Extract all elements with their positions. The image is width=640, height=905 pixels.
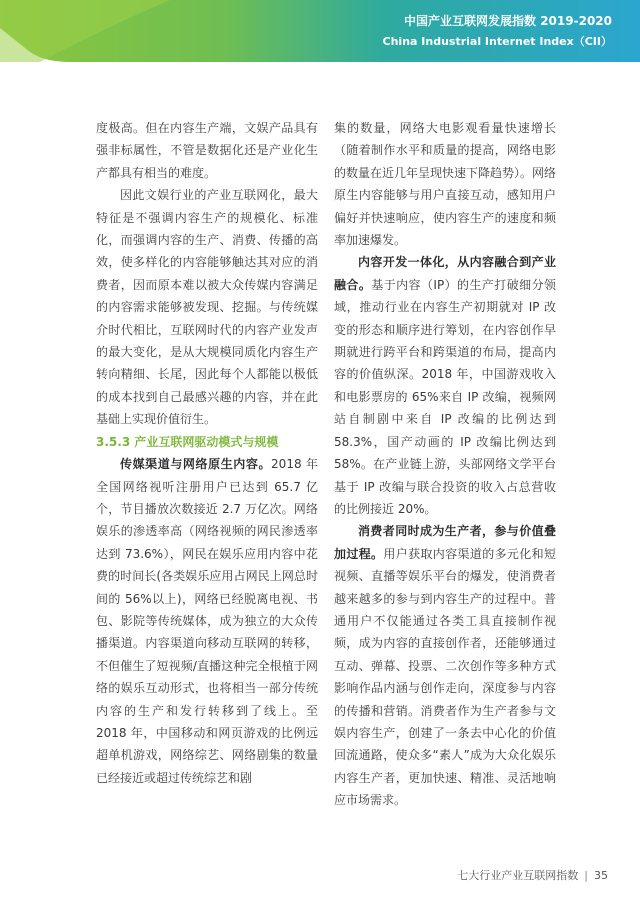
paragraph-lead: 传媒渠道与网络原生内容。 bbox=[120, 457, 272, 472]
paragraph bbox=[334, 251, 556, 520]
page-number: 35 bbox=[594, 869, 608, 882]
paragraph-body: 基于内容（IP）的生产打破细分领域，推动行业在内容生产初期就对 IP 改变的形态和顺序进行筹划，在内容创作早期就进行跨平台和跨渠道的布局，提高内容的价值纵深。2018 年，中国游戏收入和电影票房的 65%来自 IP 改编，视频网站自制剧中来自 IP 改编的比例达到 58.3%，国产动画的 IP 改编比例达到 58%。在产业链上游，头部网络文学平台基于 IP 改编与联合投资的收入占总营收的比例接近 20%。 bbox=[334, 277, 556, 516]
paragraph: 度极高。但在内容生产端，文娱产品具有强非标属性，不管是数据化还是产业化生产都具有相当的难度。 bbox=[96, 121, 318, 180]
paragraph-body: 用户获取内容渠道的多元化和短视频、直播等娱乐平台的爆发，使消费者越来越多的参与到内容生产的过程中。普通用户不仅能通过各类工具直接制作视频，成为内容的直接创作者，还能够通过互动、弹幕、投票、二次创作等多种方式影响作品内涵与创作走向，深度参与内容的传播和营销。消费者作为生产者参与文娱内容生产，创建了一条去中心化的价值回流通路，使众多“素人”成为大众化娱乐内容生产者，更加快速、精准、灵活地响应市场需求。 bbox=[334, 546, 556, 808]
paragraph bbox=[96, 453, 318, 789]
header-title-en: China Industrial Internet Index（CII） bbox=[382, 35, 612, 48]
paragraph-body: 2018 年全国网络视听注册用户已达到 65.7 亿个，节目播放次数接近 2.7 万亿次。网络娱乐的渗透率高（网络视频的网民渗透率达到 73.6%），网民在娱乐应用内容中花费的时间长(各类娱乐应用占网民上网总时间的 56%以上)，网络已经脱离电视、书包、影院等传统媒体，成为独立的大众传播渠道。内容渠道向移动互联网的转移，不但催生了短视频/直播这种完全根植于网络的娱乐互动形式，也将相当一部分传统内容的生产和发行转移到了线上。至 2018 年，中国移动和网页游戏的比例远超单机游戏，网络综艺、网络剧集的数量已经接近或超过传统综艺和剧 bbox=[96, 457, 318, 785]
header-banner bbox=[0, 0, 640, 62]
right-column bbox=[334, 117, 556, 812]
paragraph-lead: 消费者同时成为生产者，参与价值叠加过程。 bbox=[334, 524, 556, 561]
paragraph-lead: 内容开发一体化，从内容融合到产业融合。 bbox=[334, 255, 556, 292]
paragraph: 集的数量，网络大电影观看量快速增长（随着制作水平和质量的提高，网络电影的数量在近几年呈现快速下降趋势）。网络原生内容能够与用户直接互动，感知用户偏好并快速响应，使内容生产的速度和频率加速爆发。 bbox=[334, 121, 557, 248]
footer-title: 七大行业产业互联网指数 bbox=[457, 869, 579, 882]
header-banner-graphic bbox=[0, 0, 640, 62]
paragraph bbox=[334, 520, 556, 811]
header-title-cn: 中国产业互联网发展指数 2019-2020 bbox=[404, 14, 612, 28]
footer-separator: | bbox=[584, 869, 588, 882]
paragraph: 因此文娱行业的产业互联网化，最大特征是不强调内容生产的规模化、标准化，而强调内容的生产、消费、传播的高效，使多样化的内容能够触达其对应的消费者，因而原本难以被大众传媒内容满足的内容需求能够被发现、挖掘。与传统媒介时代相比，互联网时代的内容产业发声的最大变化，是从大规模同质化内容生产转向精细、长尾，因此每个人都能以极低的成本找到自己最感兴趣的内容，并在此基础上实现价值衍生。 bbox=[96, 188, 318, 427]
left-column bbox=[96, 117, 318, 789]
section-heading: 3.5.3 产业互联网驱动模式与规模 bbox=[96, 434, 279, 449]
page-footer bbox=[457, 867, 608, 883]
